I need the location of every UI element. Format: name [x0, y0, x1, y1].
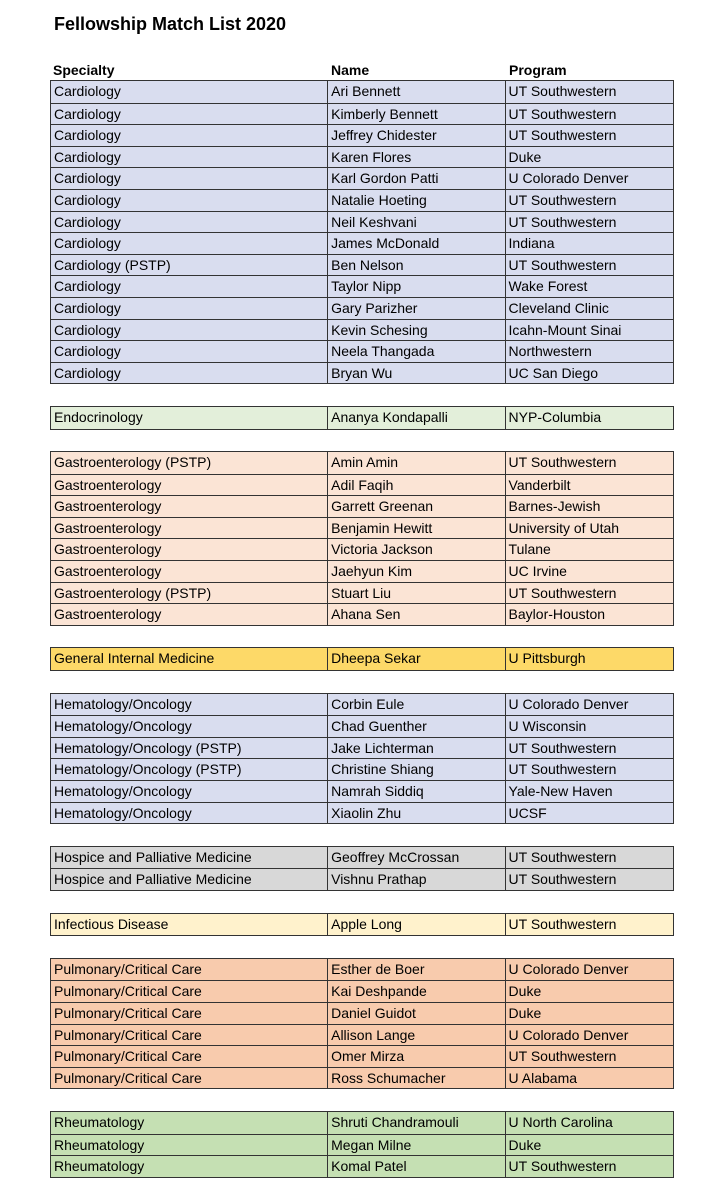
program-cell: U Wisconsin — [508, 718, 587, 735]
specialty-cell: Cardiology — [51, 104, 328, 125]
name-cell: Natalie Hoeting — [328, 190, 505, 211]
program-cell: U Alabama — [508, 1069, 578, 1086]
name-cell: Corbin Eule — [328, 694, 505, 716]
program-cell: Indiana — [508, 235, 555, 252]
table-row — [51, 517, 673, 539]
program-cell: Cleveland Clinic — [508, 299, 609, 316]
name-cell: Ahana Sen — [328, 604, 505, 625]
specialty-cell: Endocrinology — [51, 407, 328, 429]
name-cell: Gary Parizher — [328, 298, 505, 319]
table-row — [51, 737, 673, 759]
program-cell: Wake Forest — [508, 278, 588, 295]
specialty-cell: Pulmonary/Critical Care — [51, 981, 328, 1002]
program-cell: Duke — [508, 148, 542, 165]
table-row — [51, 1024, 673, 1046]
program-cell: UT Southwestern — [508, 584, 617, 601]
program-cell: UT Southwestern — [508, 191, 617, 208]
table-row — [51, 1067, 673, 1089]
program-cell: Tulane — [508, 541, 551, 558]
table-row — [51, 1155, 673, 1177]
table-row — [51, 1134, 673, 1156]
name-cell: Jake Lichterman — [328, 738, 505, 759]
program-cell: U Colorado Denver — [508, 170, 629, 187]
specialty-cell: Hospice and Palliative Medicine — [51, 847, 328, 869]
name-cell: Vishnu Prathap — [328, 869, 505, 890]
program-cell: UT Southwestern — [508, 871, 617, 888]
name-cell: Stuart Liu — [328, 583, 505, 604]
program-cell: Duke — [508, 1004, 542, 1021]
name-cell: Apple Long — [328, 914, 505, 936]
program-cell: UT Southwestern — [508, 739, 617, 756]
specialty-cell: Pulmonary/Critical Care — [51, 1068, 328, 1089]
name-cell: Adil Faqih — [328, 475, 505, 496]
table-row — [51, 538, 673, 560]
name-cell: James McDonald — [328, 233, 505, 254]
header-specialty: Specialty — [53, 62, 115, 78]
program-cell: U Pittsburgh — [508, 650, 586, 667]
specialty-cell: Cardiology — [51, 341, 328, 362]
name-cell: Jeffrey Chidester — [328, 125, 505, 146]
program-cell: U Colorado Denver — [508, 960, 629, 977]
name-cell: Karen Flores — [328, 147, 505, 168]
name-cell: Victoria Jackson — [328, 539, 505, 560]
program-cell: Duke — [508, 983, 542, 1000]
specialty-cell: Pulmonary/Critical Care — [51, 1046, 328, 1067]
program-cell: Icahn-Mount Sinai — [508, 321, 622, 338]
table-row — [51, 167, 673, 189]
group-spacer — [50, 626, 674, 648]
program-cell: Northwestern — [508, 343, 592, 360]
table-row — [51, 758, 673, 780]
specialty-group — [50, 80, 674, 384]
group-spacer — [50, 384, 674, 406]
table-row — [51, 648, 673, 670]
table-row — [51, 560, 673, 582]
table-row — [51, 847, 673, 869]
name-cell: Kai Deshpande — [328, 981, 505, 1002]
specialty-group — [50, 958, 674, 1090]
specialty-cell: Gastroenterology (PSTP) — [51, 452, 328, 474]
specialty-cell: Rheumatology — [51, 1156, 328, 1177]
program-cell: UT Southwestern — [508, 256, 617, 273]
table-row — [51, 980, 673, 1002]
name-cell: Amin Amin — [328, 452, 505, 474]
program-cell: UT Southwestern — [508, 1048, 617, 1065]
table-row — [51, 340, 673, 362]
table-row — [51, 802, 673, 824]
name-cell: Ben Nelson — [328, 255, 505, 276]
name-cell: Jaehyun Kim — [328, 561, 505, 582]
table-row — [51, 319, 673, 341]
name-cell: Shruti Chandramouli — [328, 1112, 505, 1134]
specialty-cell: Hematology/Oncology (PSTP) — [51, 759, 328, 780]
name-cell: Daniel Guidot — [328, 1003, 505, 1024]
table-row — [51, 146, 673, 168]
specialty-group — [50, 406, 674, 430]
name-cell: Karl Gordon Patti — [328, 168, 505, 189]
specialty-group — [50, 451, 674, 626]
program-cell: UC Irvine — [508, 563, 567, 580]
table-row — [51, 211, 673, 233]
name-cell: Dheepa Sekar — [328, 648, 505, 670]
program-cell: UCSF — [508, 804, 547, 821]
name-cell: Chad Guenther — [328, 716, 505, 737]
header-name: Name — [331, 62, 370, 78]
specialty-cell: Cardiology — [51, 233, 328, 254]
name-cell: Neela Thangada — [328, 341, 505, 362]
specialty-cell: Gastroenterology (PSTP) — [51, 583, 328, 604]
program-cell: UT Southwestern — [508, 105, 617, 122]
program-cell: U Colorado Denver — [508, 695, 629, 712]
specialty-cell: Gastroenterology — [51, 561, 328, 582]
table-row — [51, 189, 673, 211]
name-cell: Namrah Siddiq — [328, 781, 505, 802]
program-cell: NYP-Columbia — [508, 408, 602, 425]
group-spacer — [50, 824, 674, 846]
table-row — [51, 582, 673, 604]
name-cell: Esther de Boer — [328, 959, 505, 981]
table-row — [51, 474, 673, 496]
specialty-cell: Pulmonary/Critical Care — [51, 1003, 328, 1024]
table-row — [51, 81, 673, 103]
specialty-cell: Gastroenterology — [51, 539, 328, 560]
program-cell: Vanderbilt — [508, 476, 571, 493]
table-row — [51, 275, 673, 297]
specialty-cell: Cardiology — [51, 190, 328, 211]
program-cell: University of Utah — [508, 519, 620, 536]
specialty-cell: Infectious Disease — [51, 914, 328, 936]
table-row — [51, 1002, 673, 1024]
name-cell: Allison Lange — [328, 1025, 505, 1046]
group-spacer — [50, 1089, 674, 1111]
name-cell: Komal Patel — [328, 1156, 505, 1177]
group-spacer — [50, 891, 674, 913]
table-row — [51, 495, 673, 517]
table-row — [51, 603, 673, 625]
specialty-cell: Cardiology (PSTP) — [51, 255, 328, 276]
specialty-cell: Cardiology — [51, 212, 328, 233]
program-cell: Baylor-Houston — [508, 606, 606, 623]
program-cell: UT Southwestern — [508, 848, 617, 865]
program-cell: UT Southwestern — [508, 761, 617, 778]
table-row — [51, 1045, 673, 1067]
specialty-cell: Pulmonary/Critical Care — [51, 959, 328, 981]
specialty-cell: Hematology/Oncology — [51, 716, 328, 737]
name-cell: Kimberly Bennett — [328, 104, 505, 125]
program-cell: Duke — [508, 1136, 542, 1153]
name-cell: Benjamin Hewitt — [328, 518, 505, 539]
specialty-cell: Rheumatology — [51, 1135, 328, 1156]
table-row — [51, 362, 673, 384]
program-cell: UT Southwestern — [508, 127, 617, 144]
specialty-group — [50, 846, 674, 891]
specialty-cell: Gastroenterology — [51, 475, 328, 496]
program-cell: UT Southwestern — [508, 83, 617, 99]
name-cell: Garrett Greenan — [328, 496, 505, 517]
name-cell: Megan Milne — [328, 1135, 505, 1156]
table-row — [51, 1112, 673, 1134]
column-headers — [50, 61, 674, 79]
name-cell: Christine Shiang — [328, 759, 505, 780]
name-cell: Kevin Schesing — [328, 320, 505, 341]
program-cell: Barnes-Jewish — [508, 498, 601, 515]
specialty-cell: Cardiology — [51, 298, 328, 319]
specialty-cell: Hematology/Oncology — [51, 781, 328, 802]
specialty-cell: Hematology/Oncology (PSTP) — [51, 738, 328, 759]
header-program: Program — [509, 62, 567, 78]
specialty-cell: Cardiology — [51, 363, 328, 384]
name-cell: Ross Schumacher — [328, 1068, 505, 1089]
page-title: Fellowship Match List 2020 — [54, 14, 287, 34]
group-spacer — [50, 671, 674, 693]
table-row — [51, 232, 673, 254]
program-cell: UT Southwestern — [508, 1158, 617, 1175]
specialty-cell: Cardiology — [51, 320, 328, 341]
program-cell: Yale-New Haven — [508, 783, 613, 799]
specialty-group — [50, 1111, 674, 1178]
table-row — [51, 959, 673, 981]
group-spacer — [50, 936, 674, 958]
specialty-cell: Rheumatology — [51, 1112, 328, 1134]
specialty-cell: Gastroenterology — [51, 604, 328, 625]
table-row — [51, 694, 673, 716]
match-table — [50, 80, 674, 1178]
specialty-cell: Hematology/Oncology — [51, 694, 328, 716]
name-cell: Ananya Kondapalli — [328, 407, 505, 429]
table-row — [51, 103, 673, 125]
table-row — [51, 452, 673, 474]
program-cell: UT Southwestern — [508, 915, 617, 932]
group-spacer — [50, 430, 674, 452]
table-row — [51, 254, 673, 276]
table-row — [51, 914, 673, 936]
name-cell: Taylor Nipp — [328, 276, 505, 297]
specialty-cell: Cardiology — [51, 147, 328, 168]
table-row — [51, 124, 673, 146]
specialty-cell: Cardiology — [51, 276, 328, 297]
table-row — [51, 297, 673, 319]
specialty-cell: Hospice and Palliative Medicine — [51, 869, 328, 890]
program-cell: U Colorado Denver — [508, 1026, 629, 1043]
program-cell: U North Carolina — [508, 1113, 613, 1130]
name-cell: Ari Bennett — [328, 81, 505, 103]
name-cell: Xiaolin Zhu — [328, 803, 505, 824]
program-cell: UT Southwestern — [508, 454, 617, 471]
name-cell: Omer Mirza — [328, 1046, 505, 1067]
specialty-cell: Cardiology — [51, 168, 328, 189]
name-cell: Bryan Wu — [328, 363, 505, 384]
specialty-cell: Gastroenterology — [51, 496, 328, 517]
specialty-cell: Hematology/Oncology — [51, 803, 328, 824]
specialty-group — [50, 693, 674, 825]
specialty-cell: Pulmonary/Critical Care — [51, 1025, 328, 1046]
specialty-group — [50, 647, 674, 671]
name-cell: Neil Keshvani — [328, 212, 505, 233]
specialty-cell: Gastroenterology — [51, 518, 328, 539]
specialty-cell: General Internal Medicine — [51, 648, 328, 670]
specialty-cell: Cardiology — [51, 81, 328, 103]
program-cell: UC San Diego — [508, 364, 599, 381]
program-cell: UT Southwestern — [508, 213, 617, 230]
specialty-group — [50, 913, 674, 937]
table-row — [51, 407, 673, 429]
table-row — [51, 780, 673, 802]
name-cell: Geoffrey McCrossan — [328, 847, 505, 869]
table-row — [51, 868, 673, 890]
specialty-cell: Cardiology — [51, 125, 328, 146]
table-row — [51, 715, 673, 737]
